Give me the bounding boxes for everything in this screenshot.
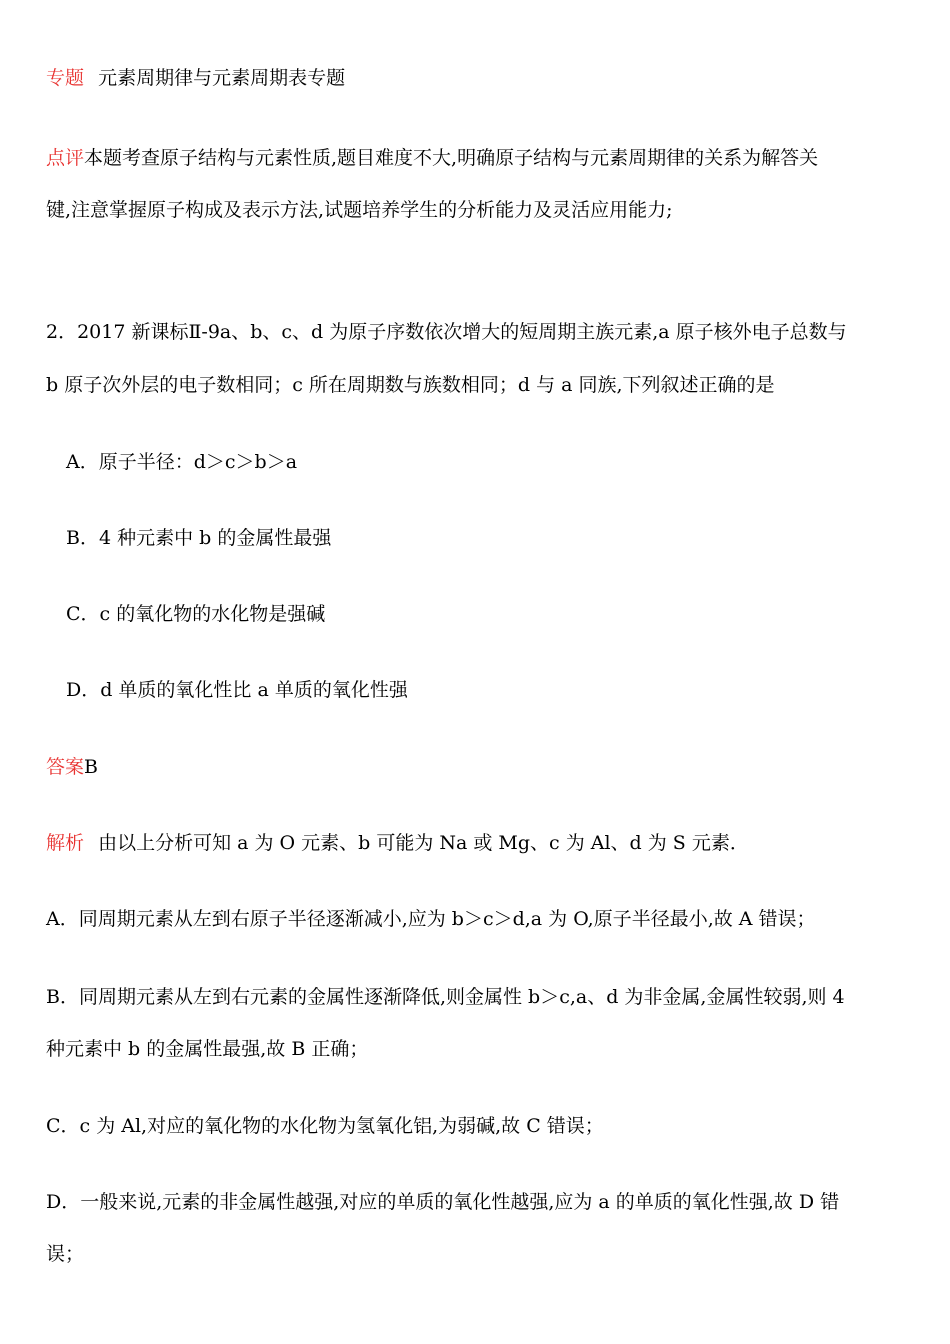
topic-line xyxy=(46,64,906,92)
option-b: B．4 种元素中 b 的金属性最强 xyxy=(66,527,332,549)
comment-text-1: 本题考查原子结构与元素性质,题目难度不大,明确原子结构与元素周期律的关系为解答关 xyxy=(84,147,819,169)
question-line-1: 2．2017 新课标Ⅱ-9a、b、c、d 为原子序数依次增大的短周期主族元素,a 原子核外电子总数与 xyxy=(46,321,847,343)
comment-line-2: 键,注意掌握原子构成及表示方法,试题培养学生的分析能力及灵活应用能力; xyxy=(46,199,673,221)
analysis-line xyxy=(46,829,906,857)
topic-label: 专题 xyxy=(46,67,85,89)
analysis-b-1: B．同周期元素从左到右元素的金属性逐渐降低,则金属性 b＞c,a、d 为非金属,金属性较弱,则 4 xyxy=(46,986,845,1008)
analysis-label: 解析 xyxy=(46,832,85,854)
comment-line-1 xyxy=(46,144,906,172)
analysis-intro: 由以上分析可知 a 为 O 元素、b 可能为 Na 或 Mg、c 为 Al、d 为 S 元素． xyxy=(98,832,749,854)
comment-label: 点评 xyxy=(46,147,85,169)
topic-text: 元素周期律与元素周期表专题 xyxy=(98,67,346,89)
answer-line xyxy=(46,753,906,781)
answer-value: B xyxy=(84,756,98,778)
analysis-d-1: D．一般来说,元素的非金属性越强,对应的单质的氧化性越强,应为 a 的单质的氧化性强,故 D 错 xyxy=(46,1191,840,1213)
analysis-c: C．c 为 Al,对应的氧化物的水化物为氢氧化铝,为弱碱,故 C 错误； xyxy=(46,1115,604,1137)
analysis-d-2: 误； xyxy=(46,1243,85,1265)
analysis-a: A．同周期元素从左到右原子半径逐渐减小,应为 b＞c＞d,a 为 O,原子半径最小,故 A 错误； xyxy=(46,908,816,930)
option-c: C．c 的氧化物的水化物是强碱 xyxy=(66,603,326,625)
option-d: D．d 单质的氧化性比 a 单质的氧化性强 xyxy=(66,679,408,701)
question-line-2: b 原子次外层的电子数相同；c 所在周期数与族数相同；d 与 a 同族,下列叙述正确的是 xyxy=(46,374,775,396)
option-a: A．原子半径：d＞c＞b＞a xyxy=(66,451,298,473)
analysis-b-2: 种元素中 b 的金属性最强,故 B 正确； xyxy=(46,1038,369,1060)
answer-label: 答案 xyxy=(46,756,85,778)
